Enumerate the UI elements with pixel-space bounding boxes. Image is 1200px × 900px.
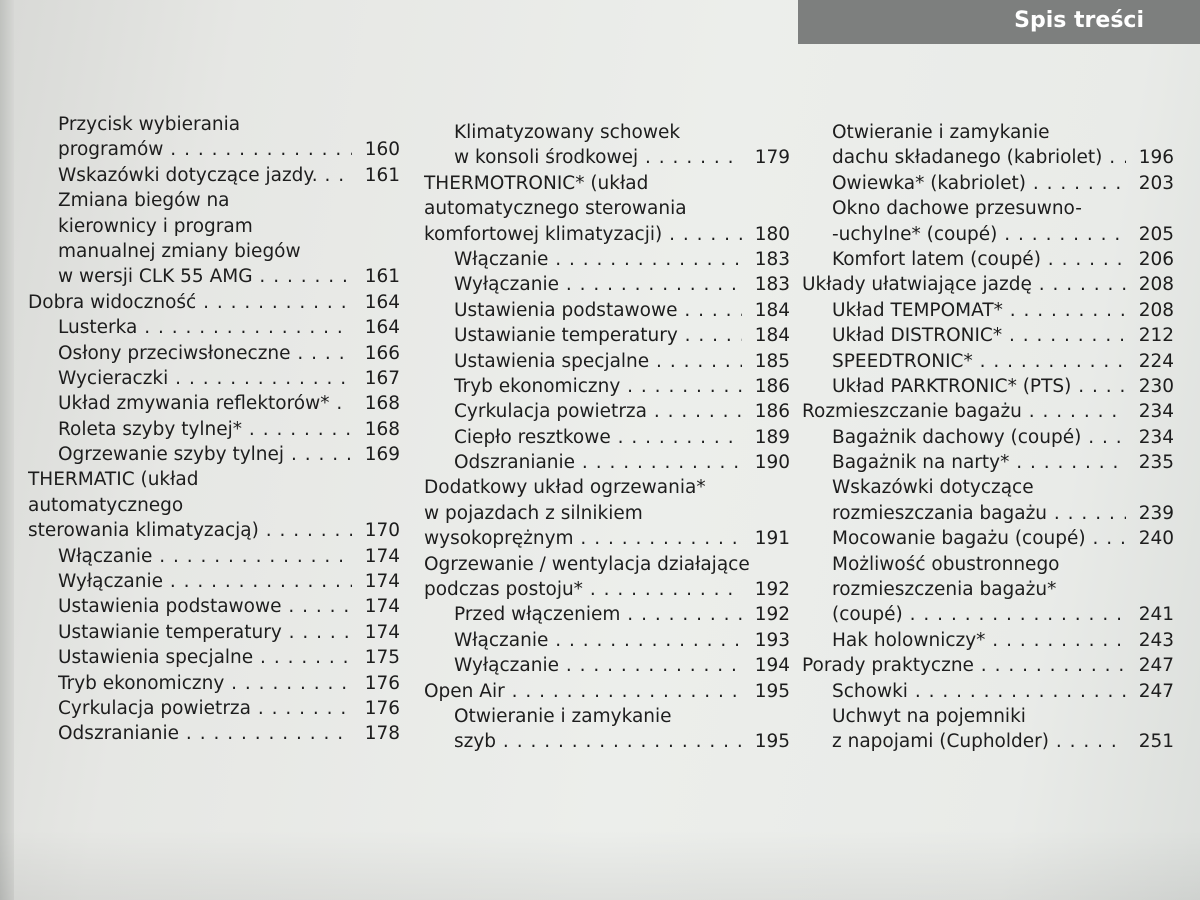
toc-entry-page-number: 196 — [1138, 147, 1174, 169]
toc-entry-page-number: 243 — [1138, 629, 1174, 651]
toc-entry — [802, 272, 1174, 297]
toc-entry — [28, 137, 400, 162]
toc-entry-title: Wyłączanie . . . — [454, 653, 742, 678]
toc-entry — [424, 602, 790, 627]
toc-entry-title: automatycznego — [28, 494, 184, 516]
toc-entry-page-number: 241 — [1138, 604, 1174, 626]
toc-entry-page-number: 164 — [364, 317, 400, 339]
toc-entry-title: Uchwyt na pojemniki — [832, 705, 1026, 727]
toc-entry — [802, 501, 1174, 526]
toc-entry-title: programów . . . — [58, 137, 352, 162]
toc-entry-page-number: 175 — [364, 647, 400, 669]
toc-entry — [28, 467, 400, 492]
toc-entry-title: wysokoprężnym . . . — [424, 526, 742, 551]
toc-entry-page-number: 193 — [754, 629, 790, 651]
toc-entry-page-number: 208 — [1138, 299, 1174, 321]
toc-entry-title: w pojazdach z silnikiem — [424, 502, 643, 524]
toc-entry-title: Schowki . . . — [832, 679, 1126, 704]
toc-entry — [28, 594, 400, 619]
toc-entry — [802, 679, 1174, 704]
toc-entry — [802, 704, 1174, 729]
toc-entry-title: Układ TEMPOMAT* . . . — [832, 298, 1126, 323]
toc-entry-title: Ustawianie temperatury . . . — [58, 620, 352, 645]
toc-entry-page-number: 234 — [1138, 401, 1174, 423]
toc-entry-title: Rozmieszczanie bagażu . . . — [802, 399, 1126, 424]
toc-entry-title: kierownicy i program — [58, 215, 253, 237]
toc-entry-page-number: 203 — [1138, 172, 1174, 194]
toc-entry-page-number: 166 — [364, 342, 400, 364]
toc-entry-title: w konsoli środkowej . . . — [454, 145, 742, 170]
toc-entry — [802, 475, 1174, 500]
toc-entry-title: dachu składanego (kabriolet) . . . — [832, 145, 1126, 170]
toc-entry — [424, 145, 790, 170]
section-title: Spis treści — [1014, 8, 1144, 33]
toc-entry — [28, 290, 400, 315]
page-shadow — [0, 830, 1200, 900]
toc-entry — [424, 679, 790, 704]
toc-entry-page-number: 195 — [754, 680, 790, 702]
toc-entry — [424, 374, 790, 399]
toc-entry — [802, 653, 1174, 678]
toc-entry-page-number: 240 — [1138, 528, 1174, 550]
toc-entry-title: Przycisk wybierania — [58, 114, 241, 135]
toc-entry — [424, 120, 790, 145]
toc-entry — [28, 442, 400, 467]
toc-entry — [28, 163, 400, 188]
toc-entry-page-number: 239 — [1138, 502, 1174, 524]
toc-entry — [28, 417, 400, 442]
toc-entry-title: z napojami (Cupholder) . . . — [832, 729, 1126, 754]
toc-entry-title: automatycznego sterowania — [424, 198, 687, 220]
toc-entry — [28, 112, 400, 137]
toc-entry — [424, 323, 790, 348]
toc-entry-title: w wersji CLK 55 AMG . . . — [58, 264, 352, 289]
toc-entry-page-number: 164 — [364, 291, 400, 313]
toc-entry-page-number: 208 — [1138, 274, 1174, 296]
toc-entry-page-number: 183 — [754, 274, 790, 296]
toc-entry-title: Ustawienia podstawowe . . . — [454, 298, 742, 323]
toc-entry — [424, 196, 790, 221]
toc-entry-page-number: 176 — [364, 697, 400, 719]
section-header-tab — [798, 0, 1200, 44]
toc-entry — [802, 323, 1174, 348]
toc-entry — [28, 544, 400, 569]
toc-entry-title: Okno dachowe przesuwno- — [832, 198, 1082, 220]
toc-entry-title: Open Air . . . — [424, 679, 742, 704]
toc-entry — [424, 577, 790, 602]
toc-column-2 — [424, 120, 790, 755]
toc-entry-title: Otwieranie i zamykanie — [454, 705, 672, 727]
toc-entry — [424, 729, 790, 754]
toc-entry-title: Klimatyzowany schowek — [454, 122, 681, 143]
toc-entry-title: Ciepło resztkowe . . . — [454, 425, 742, 450]
toc-entry — [424, 501, 790, 526]
toc-entry — [802, 450, 1174, 475]
toc-entry-title: Ogrzewanie / wentylacja działające — [424, 553, 750, 575]
toc-entry — [28, 696, 400, 721]
toc-entry-title: sterowania klimatyzacją) . . . — [28, 518, 352, 543]
toc-entry-title: SPEEDTRONIC* . . . — [832, 349, 1126, 374]
toc-entry-page-number: 184 — [754, 299, 790, 321]
toc-entry — [28, 721, 400, 746]
toc-entry-title: Zmiana biegów na — [58, 190, 230, 212]
toc-entry — [424, 475, 790, 500]
toc-entry — [424, 272, 790, 297]
toc-entry — [424, 247, 790, 272]
toc-entry-page-number: 169 — [364, 444, 400, 466]
toc-entry — [802, 399, 1174, 424]
toc-entry-title: Dobra widoczność . . . — [28, 290, 352, 315]
toc-entry-title: Owiewka* (kabriolet) . . . — [832, 171, 1126, 196]
toc-entry — [802, 526, 1174, 551]
toc-entry-title: Bagażnik dachowy (coupé) . . . — [832, 425, 1126, 450]
toc-entry — [28, 214, 400, 239]
toc-entry-title: Ogrzewanie szyby tylnej . . . — [58, 442, 352, 467]
toc-entry — [424, 653, 790, 678]
toc-entry — [28, 366, 400, 391]
toc-entry-title: komfortowej klimatyzacji) . . . — [424, 222, 742, 247]
toc-entry — [802, 552, 1174, 577]
toc-entry-page-number: 161 — [364, 266, 400, 288]
toc-entry — [424, 552, 790, 577]
toc-entry-page-number: 205 — [1138, 223, 1174, 245]
toc-entry — [802, 120, 1174, 145]
toc-entry — [424, 222, 790, 247]
toc-entry — [28, 493, 400, 518]
toc-entry-page-number: 192 — [754, 604, 790, 626]
page-binding-edge — [0, 0, 14, 900]
toc-entry-page-number: 167 — [364, 367, 400, 389]
toc-entry — [28, 239, 400, 264]
toc-entry-page-number: 183 — [754, 248, 790, 270]
toc-entry-page-number: 212 — [1138, 325, 1174, 347]
toc-entry-title: Odszranianie . . . — [454, 450, 742, 475]
toc-entry-title: manualnej zmiany biegów — [58, 240, 301, 262]
toc-entry-page-number: 234 — [1138, 426, 1174, 448]
toc-entry-page-number: 174 — [364, 596, 400, 618]
toc-entry-title: Układy ułatwiające jazdę . . . — [802, 272, 1126, 297]
toc-entry-title: (coupé) . . . — [832, 602, 1126, 627]
toc-entry-title: Układ zmywania reflektorów* . . . — [58, 391, 352, 416]
toc-entry — [28, 391, 400, 416]
toc-entry-page-number: 194 — [754, 655, 790, 677]
toc-entry-page-number: 224 — [1138, 350, 1174, 372]
toc-entry — [424, 628, 790, 653]
toc-entry-page-number: 160 — [364, 139, 400, 161]
toc-entry-page-number: 235 — [1138, 452, 1174, 474]
toc-entry-page-number: 251 — [1138, 731, 1174, 753]
toc-entry-page-number: 184 — [754, 325, 790, 347]
toc-entry-page-number: 180 — [754, 223, 790, 245]
toc-entry-title: Układ PARKTRONIC* (PTS) . . . — [832, 374, 1126, 399]
toc-entry-title: Bagażnik na narty* . . . — [832, 450, 1126, 475]
toc-entry-title: Roleta szyby tylnej* . . . — [58, 417, 352, 442]
toc-entry-title: Cyrkulacja powietrza . . . — [58, 696, 352, 721]
toc-entry-title: Wycieraczki . . . — [58, 366, 352, 391]
toc-entry-title: rozmieszczania bagażu . . . — [832, 501, 1126, 526]
toc-entry-page-number: 174 — [364, 621, 400, 643]
toc-entry-page-number: 230 — [1138, 375, 1174, 397]
toc-entry-page-number: 176 — [364, 672, 400, 694]
toc-entry-page-number: 185 — [754, 350, 790, 372]
toc-entry — [424, 349, 790, 374]
toc-entry-title: Układ DISTRONIC* . . . — [832, 323, 1126, 348]
toc-entry-title: THERMATIC (układ — [28, 469, 199, 491]
toc-entry — [424, 425, 790, 450]
toc-entry-title: Możliwość obustronnego — [832, 553, 1060, 575]
toc-entry — [28, 620, 400, 645]
toc-entry-title: Ustawienia specjalne . . . — [454, 349, 742, 374]
toc-entry — [28, 645, 400, 670]
toc-entry — [424, 298, 790, 323]
toc-entry-page-number: 170 — [364, 520, 400, 542]
toc-entry-title: Przed włączeniem . . . — [454, 602, 742, 627]
toc-entry-title: Tryb ekonomiczny . . . — [58, 671, 352, 696]
toc-entry-title: Ustawienia podstawowe . . . — [58, 594, 352, 619]
toc-entry-page-number: 178 — [364, 723, 400, 745]
toc-entry — [802, 374, 1174, 399]
toc-entry — [802, 247, 1174, 272]
toc-entry-title: Włączanie . . . — [454, 628, 742, 653]
toc-entry — [802, 349, 1174, 374]
toc-entry — [28, 671, 400, 696]
toc-entry-title: Tryb ekonomiczny . . . — [454, 374, 742, 399]
toc-entry-page-number: 247 — [1138, 655, 1174, 677]
toc-entry — [802, 602, 1174, 627]
toc-entry-title: Lusterka . . . — [58, 315, 352, 340]
toc-entry — [424, 399, 790, 424]
toc-entry — [424, 171, 790, 196]
toc-entry — [802, 298, 1174, 323]
toc-entry-page-number: 192 — [754, 579, 790, 601]
toc-entry-page-number: 174 — [364, 571, 400, 593]
toc-entry — [28, 518, 400, 543]
toc-entry-title: Hak holowniczy* . . . — [832, 628, 1126, 653]
toc-entry-page-number: 189 — [754, 426, 790, 448]
toc-entry-title: podczas postoju* . . . — [424, 577, 742, 602]
toc-entry — [802, 196, 1174, 221]
toc-entry — [802, 577, 1174, 602]
toc-entry-title: -uchylne* (coupé) . . . — [832, 222, 1126, 247]
toc-entry-title: Wyłączanie . . . — [454, 272, 742, 297]
toc-entry-title: Wyłączanie . . . — [58, 569, 352, 594]
toc-entry-title: Otwieranie i zamykanie — [832, 122, 1050, 143]
toc-entry-page-number: 195 — [754, 731, 790, 753]
toc-entry — [28, 264, 400, 289]
toc-entry-title: Włączanie . . . — [58, 544, 352, 569]
toc-entry — [28, 315, 400, 340]
toc-entry — [28, 341, 400, 366]
toc-entry — [802, 425, 1174, 450]
toc-entry — [424, 450, 790, 475]
toc-entry — [424, 704, 790, 729]
toc-entry-title: Porady praktyczne . . . — [802, 653, 1126, 678]
toc-entry-page-number: 247 — [1138, 680, 1174, 702]
toc-entry-title: Włączanie . . . — [454, 247, 742, 272]
toc-entry-page-number: 161 — [364, 164, 400, 186]
toc-entry — [802, 222, 1174, 247]
toc-entry — [424, 526, 790, 551]
toc-column-3 — [802, 120, 1174, 755]
toc-entry-title: Dodatkowy układ ogrzewania* — [424, 477, 706, 499]
toc-entry-page-number: 190 — [754, 452, 790, 474]
toc-entry-page-number: 174 — [364, 545, 400, 567]
toc-entry-title: Cyrkulacja powietrza . . . — [454, 399, 742, 424]
toc-entry — [802, 171, 1174, 196]
toc-entry — [28, 569, 400, 594]
toc-entry-title: Wskazówki dotyczące jazdy. . . . — [58, 163, 352, 188]
toc-entry-page-number: 179 — [754, 147, 790, 169]
toc-entry-page-number: 186 — [754, 401, 790, 423]
toc-entry-title: Odszranianie . . . — [58, 721, 352, 746]
toc-entry-page-number: 191 — [754, 528, 790, 550]
toc-entry-title: Ustawianie temperatury . . . — [454, 323, 742, 348]
toc-entry-title: szyb . . . — [454, 729, 742, 754]
toc-entry-title: Komfort latem (coupé) . . . — [832, 247, 1126, 272]
toc-entry-title: Ustawienia specjalne . . . — [58, 645, 352, 670]
toc-entry-title: Mocowanie bagażu (coupé) . . . — [832, 526, 1126, 551]
toc-entry — [28, 188, 400, 213]
toc-entry-title: rozmieszczenia bagażu* — [832, 579, 1057, 601]
toc-entry-page-number: 168 — [364, 393, 400, 415]
toc-entry-page-number: 168 — [364, 418, 400, 440]
toc-entry-page-number: 186 — [754, 375, 790, 397]
toc-entry-title: THERMOTRONIC* (układ — [424, 172, 649, 194]
toc-entry-page-number: 206 — [1138, 248, 1174, 270]
toc-entry — [802, 145, 1174, 170]
toc-entry — [802, 628, 1174, 653]
toc-entry-title: Wskazówki dotyczące — [832, 477, 1034, 499]
toc-entry — [802, 729, 1174, 754]
toc-entry-title: Osłony przeciwsłoneczne . . . — [58, 341, 352, 366]
toc-column-1 — [28, 112, 400, 747]
